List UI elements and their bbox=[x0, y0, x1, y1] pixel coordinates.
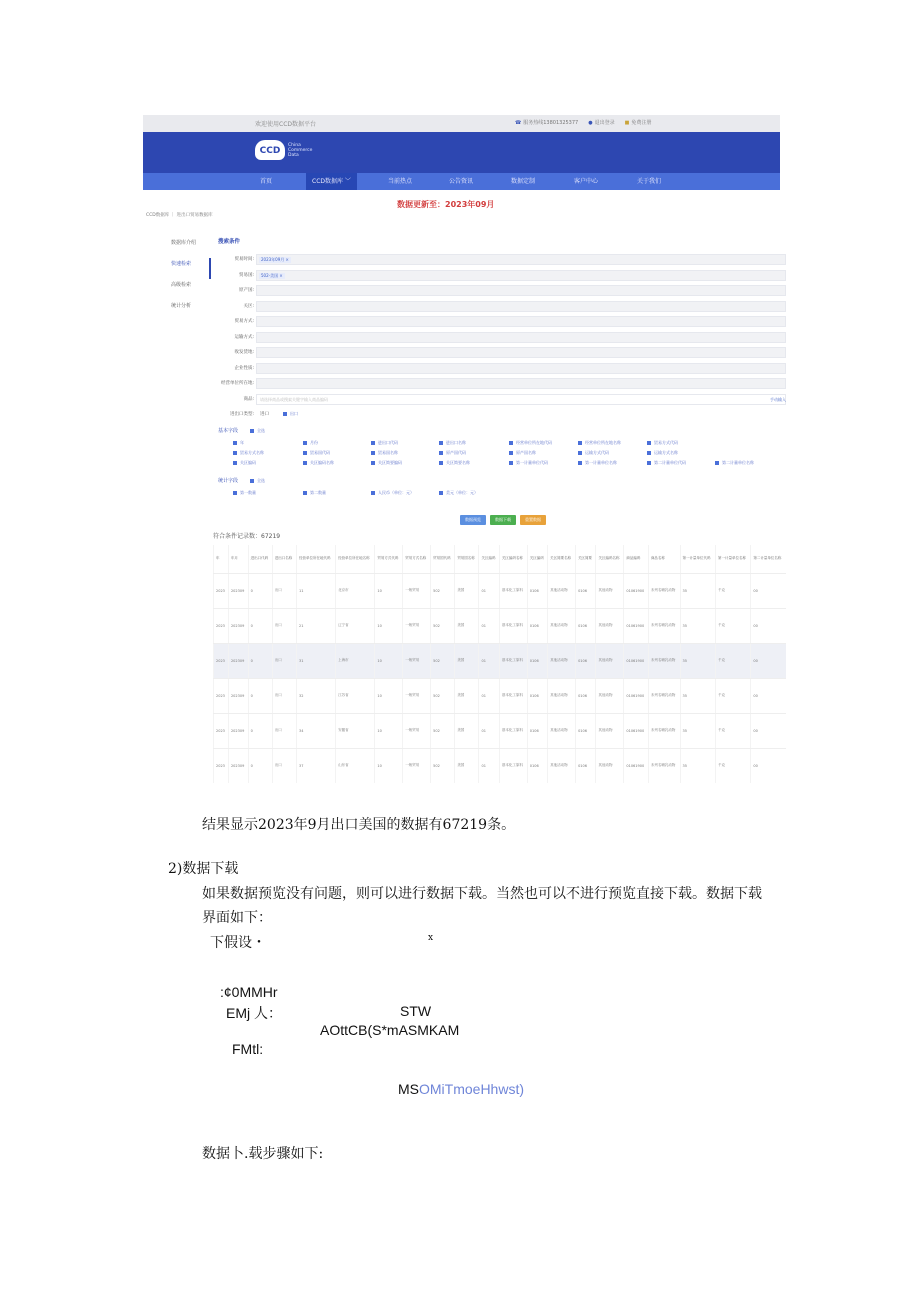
table-cell: 202309 bbox=[228, 573, 248, 608]
ocr-line-5: FMtl: bbox=[232, 1041, 264, 1057]
table-cell: 10 bbox=[375, 643, 403, 678]
nav-news[interactable]: 公告资讯 bbox=[449, 178, 474, 185]
stat-fields-section: 统计字段 全选 bbox=[218, 477, 265, 484]
menu-quick-search[interactable]: 快速检索 bbox=[171, 258, 211, 279]
table-cell: 00 bbox=[751, 573, 786, 608]
table-cell: 00 bbox=[751, 713, 786, 748]
filter-trade-mode: 贸易方式: bbox=[218, 315, 786, 331]
batch-input-link[interactable]: 手动输入 bbox=[770, 396, 786, 402]
table-header-cell: 商品编码 bbox=[624, 545, 649, 573]
table-cell: 未列名哺乳动物 bbox=[648, 678, 680, 713]
table-header-cell: 关区编码 bbox=[527, 545, 547, 573]
filter-unit-location: 经营单位所在地: bbox=[218, 377, 786, 393]
table-cell: 美国 bbox=[455, 573, 479, 608]
nav-hot-topics[interactable]: 当前热点 bbox=[388, 178, 413, 185]
basic-fields-section: 基本字段 全选 bbox=[218, 427, 265, 434]
left-menu bbox=[171, 237, 211, 321]
table-cell: 出口 bbox=[272, 678, 296, 713]
table-cell: 01 bbox=[479, 643, 499, 678]
breadcrumb: CCD数据库 ｜ 进出口贸易数据库 bbox=[146, 213, 213, 218]
table-cell: 0 bbox=[248, 573, 272, 608]
table-cell: 502 bbox=[431, 678, 455, 713]
table-cell: 10 bbox=[375, 748, 403, 783]
table-cell: 未列名哺乳动物 bbox=[648, 748, 680, 783]
table-cell: 202309 bbox=[228, 643, 248, 678]
table-cell: 千克 bbox=[715, 678, 750, 713]
table-cell: 未列名哺乳动物 bbox=[648, 643, 680, 678]
table-cell: 01 bbox=[479, 713, 499, 748]
main-nav bbox=[143, 173, 780, 190]
table-cell: 502 bbox=[431, 643, 455, 678]
table-cell: 502 bbox=[431, 573, 455, 608]
table-cell: 一般贸易 bbox=[403, 748, 431, 783]
table-cell: 2023 bbox=[214, 643, 229, 678]
table-cell: 01061900 bbox=[624, 748, 649, 783]
update-banner: 数据更新至：2023年09月 bbox=[397, 200, 495, 209]
table-cell: 35 bbox=[680, 713, 715, 748]
garbled-fragment: 下假设・ bbox=[210, 935, 266, 951]
table-cell: 00 bbox=[751, 608, 786, 643]
table-cell: 基本化工原料 bbox=[499, 713, 527, 748]
ocr-line-2: EMj 人： bbox=[226, 1005, 282, 1021]
table-cell: 0 bbox=[248, 713, 272, 748]
search-conditions bbox=[218, 237, 786, 500]
ocr-line-3: STW bbox=[400, 1003, 432, 1019]
table-cell: 美国 bbox=[455, 748, 479, 783]
record-count: 符合条件记录数：67219 bbox=[213, 533, 281, 540]
table-cell: 千克 bbox=[715, 643, 750, 678]
nav-about[interactable]: 关于我们 bbox=[637, 178, 662, 185]
table-cell: 00 bbox=[751, 678, 786, 713]
table-header-cell: 年月 bbox=[228, 545, 248, 573]
table-cell: 2023 bbox=[214, 678, 229, 713]
ocr-line-1: :¢0MMHr bbox=[220, 984, 278, 1000]
phone-icon: ☎ bbox=[515, 120, 522, 126]
table-header-cell: 第一计量单位代码 bbox=[680, 545, 715, 573]
table-cell: 10 bbox=[375, 573, 403, 608]
menu-db-intro[interactable]: 数据库介绍 bbox=[171, 240, 197, 246]
table-cell: 10 bbox=[375, 608, 403, 643]
register-link[interactable]: ■ 免费注册 bbox=[624, 120, 652, 126]
table-cell: 11 bbox=[296, 573, 335, 608]
table-cell: 其他活动物 bbox=[548, 573, 576, 608]
table-cell: 35 bbox=[680, 573, 715, 608]
table-cell: 0106 bbox=[527, 748, 547, 783]
stray-x: x bbox=[428, 933, 434, 943]
filter-customs: 关区: bbox=[218, 300, 786, 316]
trade-country-tag[interactable]: 502-美国 × bbox=[261, 272, 283, 278]
table-cell: 千克 bbox=[715, 608, 750, 643]
filter-enterprise: 企业性质: bbox=[218, 362, 786, 378]
table-cell: 01 bbox=[479, 748, 499, 783]
table-header-cell: 关区简要 bbox=[576, 545, 596, 573]
action-buttons bbox=[460, 515, 546, 525]
table-cell: 0106 bbox=[576, 643, 596, 678]
table-cell: 202309 bbox=[228, 608, 248, 643]
table-cell: 0106 bbox=[576, 608, 596, 643]
table-cell: 基本化工原料 bbox=[499, 748, 527, 783]
table-header-cell: 第二计量单位名称 bbox=[751, 545, 786, 573]
trade-time-tag[interactable]: 2023年09月 × bbox=[261, 257, 289, 262]
table-cell: 基本化工原料 bbox=[499, 573, 527, 608]
table-cell: 0106 bbox=[527, 678, 547, 713]
table-cell: 未列名哺乳动物 bbox=[648, 573, 680, 608]
ship-place-input[interactable] bbox=[256, 347, 786, 358]
nav-customer-center[interactable]: 客户中心 bbox=[574, 178, 599, 185]
table-cell: 35 bbox=[680, 643, 715, 678]
table-row[interactable] bbox=[214, 608, 787, 643]
ccd-logo[interactable]: CCD China Commerce Data bbox=[255, 140, 312, 160]
table-cell: 0106 bbox=[576, 713, 596, 748]
table-header-cell: 经营单位所在地代码 bbox=[296, 545, 335, 573]
table-cell: 10 bbox=[375, 713, 403, 748]
table-cell: 502 bbox=[431, 748, 455, 783]
table-cell: 0106 bbox=[527, 643, 547, 678]
table-header-cell: 年 bbox=[214, 545, 229, 573]
table-header-cell: 贸易方式代码 bbox=[375, 545, 403, 573]
table-cell: 其他动物 bbox=[596, 678, 624, 713]
table-cell: 0 bbox=[248, 643, 272, 678]
table-cell: 0106 bbox=[527, 608, 547, 643]
filter-transport: 运输方式: bbox=[218, 331, 786, 347]
nav-home[interactable]: 首页 bbox=[260, 178, 273, 185]
trade-mode-input[interactable] bbox=[256, 316, 786, 327]
table-cell: 00 bbox=[751, 748, 786, 783]
table-cell: 502 bbox=[431, 713, 455, 748]
table-cell: 美国 bbox=[455, 608, 479, 643]
table-cell: 0106 bbox=[527, 573, 547, 608]
results-table bbox=[213, 545, 786, 783]
cloud-logo-icon: CCD bbox=[255, 140, 285, 160]
product-input[interactable] bbox=[256, 394, 786, 405]
filter-product: 商品: 请选择商品或搜索关键字输入商品编码 手动输入 bbox=[218, 393, 786, 409]
filter-ie-type: 进出口类型: 进口 出口 bbox=[229, 411, 298, 417]
table-cell: 0 bbox=[248, 748, 272, 783]
trade-country-input[interactable] bbox=[256, 270, 786, 281]
table-cell: 未列名哺乳动物 bbox=[648, 713, 680, 748]
paragraph-line-2: 界面如下： bbox=[202, 910, 272, 926]
table-row[interactable] bbox=[214, 573, 787, 608]
table-cell: 2023 bbox=[214, 748, 229, 783]
ie-type-export[interactable]: 出口 bbox=[283, 411, 298, 417]
hotline-text: 服务热线13801325377 bbox=[523, 120, 579, 126]
table-cell: 千克 bbox=[715, 748, 750, 783]
table-row[interactable] bbox=[214, 748, 787, 783]
section-heading: 2)数据下载 bbox=[168, 861, 239, 877]
embedded-screenshot bbox=[143, 115, 786, 783]
menu-advanced-search[interactable]: 高级检索 bbox=[171, 282, 192, 288]
table-cell: 山东省 bbox=[336, 748, 375, 783]
table-cell: 其他动物 bbox=[596, 573, 624, 608]
table-cell: 37 bbox=[296, 748, 335, 783]
table-cell: 基本化工原料 bbox=[499, 608, 527, 643]
table-cell: 0 bbox=[248, 678, 272, 713]
table-cell: 北京市 bbox=[336, 573, 375, 608]
table-cell: 基本化工原料 bbox=[499, 643, 527, 678]
download-button[interactable]: 数据下载 bbox=[490, 515, 516, 525]
table-header-cell: 进出口名称 bbox=[272, 545, 296, 573]
table-cell: 202309 bbox=[228, 713, 248, 748]
table-row[interactable] bbox=[214, 643, 787, 678]
table-cell: 出口 bbox=[272, 713, 296, 748]
table-row[interactable] bbox=[214, 713, 787, 748]
customs-input[interactable] bbox=[256, 301, 786, 312]
ocr-line-4: AOttCB(S*mASMKAM bbox=[320, 1022, 460, 1038]
table-cell: 2023 bbox=[214, 713, 229, 748]
table-header-cell: 贸易国代码 bbox=[431, 545, 455, 573]
enterprise-input[interactable] bbox=[256, 363, 786, 374]
ie-type-import[interactable]: 进口 bbox=[260, 412, 269, 417]
doc-icon: ■ bbox=[624, 120, 630, 126]
paragraph-line-1: 如果数据预览没有问题，则可以进行数据下载。当然也可以不进行预览直接下载。数据下载 bbox=[202, 886, 762, 902]
nav-ccd-database[interactable]: CCD数据库 ﹀ bbox=[306, 173, 357, 190]
table-cell: 美国 bbox=[455, 713, 479, 748]
table-cell: 35 bbox=[680, 608, 715, 643]
table-cell: 34 bbox=[296, 713, 335, 748]
table-cell: 美国 bbox=[455, 643, 479, 678]
result-line: 结果显示2023年9月出口美国的数据有67219条。 bbox=[202, 817, 516, 833]
table-cell: 01 bbox=[479, 573, 499, 608]
table-cell: 01061900 bbox=[624, 643, 649, 678]
table-cell: 千克 bbox=[715, 573, 750, 608]
logout-link[interactable]: ● 退出登录 bbox=[588, 120, 615, 126]
origin-country-input[interactable] bbox=[256, 285, 786, 296]
table-cell: 其他活动物 bbox=[548, 748, 576, 783]
table-header-cell: 商品名称 bbox=[648, 545, 680, 573]
table-cell: 2023 bbox=[214, 573, 229, 608]
table-cell: 美国 bbox=[455, 678, 479, 713]
table-header-cell: 关区简要名称 bbox=[548, 545, 576, 573]
table-cell: 31 bbox=[296, 643, 335, 678]
table-cell: 其他动物 bbox=[596, 748, 624, 783]
basic-fields-row-3: 关区编码 关区编码名称 关区简要编码 关区简要名称 第一计量单位代码 第一计量单位名称 第二计量单位代码 第二计量单位名称 bbox=[218, 460, 786, 470]
table-cell: 其他动物 bbox=[596, 608, 624, 643]
table-header-cell: 关区编码名称 bbox=[596, 545, 624, 573]
table-cell: 01061900 bbox=[624, 678, 649, 713]
table-body bbox=[214, 573, 787, 783]
filter-trade-time: 贸易时间: 2023年09月 × bbox=[218, 253, 786, 269]
reset-button[interactable]: 重置数据 bbox=[520, 515, 546, 525]
menu-statistics[interactable]: 统计分析 bbox=[171, 303, 192, 309]
table-cell: 一般贸易 bbox=[403, 713, 431, 748]
table-cell: 上海市 bbox=[336, 643, 375, 678]
table-cell: 35 bbox=[680, 678, 715, 713]
table-header-cell: 贸易方式名称 bbox=[403, 545, 431, 573]
table-cell: 21 bbox=[296, 608, 335, 643]
header-banner bbox=[143, 132, 780, 173]
table-cell: 其他动物 bbox=[596, 643, 624, 678]
filter-trade-country: 贸易国: 502-美国 × bbox=[218, 269, 786, 285]
trade-time-input[interactable] bbox=[256, 254, 786, 265]
table-cell: 一般贸易 bbox=[403, 678, 431, 713]
table-cell: 0106 bbox=[576, 573, 596, 608]
basic-fields-row-2: 贸易方式名称 贸易国代码 贸易国名称 原产国代码 原产国名称 运输方式代码 运输方式名称 bbox=[218, 450, 786, 460]
stat-select-all[interactable]: 全选 bbox=[250, 478, 265, 484]
filter-ship-place: 收发货地: bbox=[218, 346, 786, 362]
table-cell: 0106 bbox=[576, 678, 596, 713]
welcome-text: 欢迎使用CCD数据平台 bbox=[255, 121, 316, 128]
table-cell: 其他动物 bbox=[596, 713, 624, 748]
table-cell: 01061900 bbox=[624, 573, 649, 608]
steps-line: 数据卜.载步骤如下: bbox=[202, 1146, 324, 1162]
table-cell: 其他活动物 bbox=[548, 713, 576, 748]
table-cell: 32 bbox=[296, 678, 335, 713]
table-cell: 0106 bbox=[527, 713, 547, 748]
table-cell: 安徽省 bbox=[336, 713, 375, 748]
basic-select-all[interactable]: 全选 bbox=[250, 428, 265, 434]
transport-input[interactable] bbox=[256, 332, 786, 343]
table-cell: 基本化工原料 bbox=[499, 678, 527, 713]
table-cell: 10 bbox=[375, 678, 403, 713]
table-cell: 2023 bbox=[214, 608, 229, 643]
top-bar bbox=[143, 115, 780, 132]
table-cell: 一般贸易 bbox=[403, 643, 431, 678]
table-cell: 01 bbox=[479, 608, 499, 643]
table-cell: 其他活动物 bbox=[548, 643, 576, 678]
table-cell: 00 bbox=[751, 643, 786, 678]
user-icon: ● bbox=[588, 120, 593, 126]
chevron-down-icon: ﹀ bbox=[344, 178, 351, 185]
table-cell: 202309 bbox=[228, 748, 248, 783]
ocr-line-6: MSOMiTmoeHhwst) bbox=[398, 1081, 525, 1097]
nav-custom-data[interactable]: 数据定制 bbox=[511, 178, 536, 185]
table-cell: 其他活动物 bbox=[548, 678, 576, 713]
table-header-cell: 第一计量单位名称 bbox=[715, 545, 750, 573]
preview-button[interactable]: 数据预览 bbox=[460, 515, 486, 525]
table-cell: 出口 bbox=[272, 748, 296, 783]
table-header-cell: 贸易国名称 bbox=[455, 545, 479, 573]
table-header-row bbox=[214, 545, 787, 573]
table-header-cell: 经营单位所在地名称 bbox=[336, 545, 375, 573]
table-cell: 出口 bbox=[272, 608, 296, 643]
table-cell: 202309 bbox=[228, 678, 248, 713]
table-cell: 出口 bbox=[272, 573, 296, 608]
table-cell: 一般贸易 bbox=[403, 608, 431, 643]
table-cell: 其他活动物 bbox=[548, 608, 576, 643]
table-cell: 01061900 bbox=[624, 713, 649, 748]
table-header-cell: 进出口代码 bbox=[248, 545, 272, 573]
table-cell: 0 bbox=[248, 608, 272, 643]
table-header-cell: 关区编码名称 bbox=[499, 545, 527, 573]
table-cell: 0106 bbox=[576, 748, 596, 783]
unit-location-input[interactable] bbox=[256, 378, 786, 389]
table-cell: 出口 bbox=[272, 643, 296, 678]
table-cell: 千克 bbox=[715, 713, 750, 748]
table-header-cell: 关区编码 bbox=[479, 545, 499, 573]
table-cell: 未列名哺乳动物 bbox=[648, 608, 680, 643]
table-cell: 35 bbox=[680, 748, 715, 783]
filter-origin-country: 原产国: bbox=[218, 284, 786, 300]
table-cell: 江苏省 bbox=[336, 678, 375, 713]
table-cell: 辽宁省 bbox=[336, 608, 375, 643]
table-cell: 01 bbox=[479, 678, 499, 713]
table-row[interactable] bbox=[214, 678, 787, 713]
table-cell: 一般贸易 bbox=[403, 573, 431, 608]
stat-fields-row: 第一数量 第二数量 人民币（单位：元） 美元（单位：元） bbox=[218, 490, 786, 500]
basic-fields-row-1: 年 月份 进出口代码 进出口名称 经营单位所在地代码 经营单位所在地名称 贸易方式代码 bbox=[218, 440, 786, 450]
table-cell: 502 bbox=[431, 608, 455, 643]
table-cell: 01061900 bbox=[624, 608, 649, 643]
filter-title: 搜索条件 bbox=[218, 239, 241, 245]
